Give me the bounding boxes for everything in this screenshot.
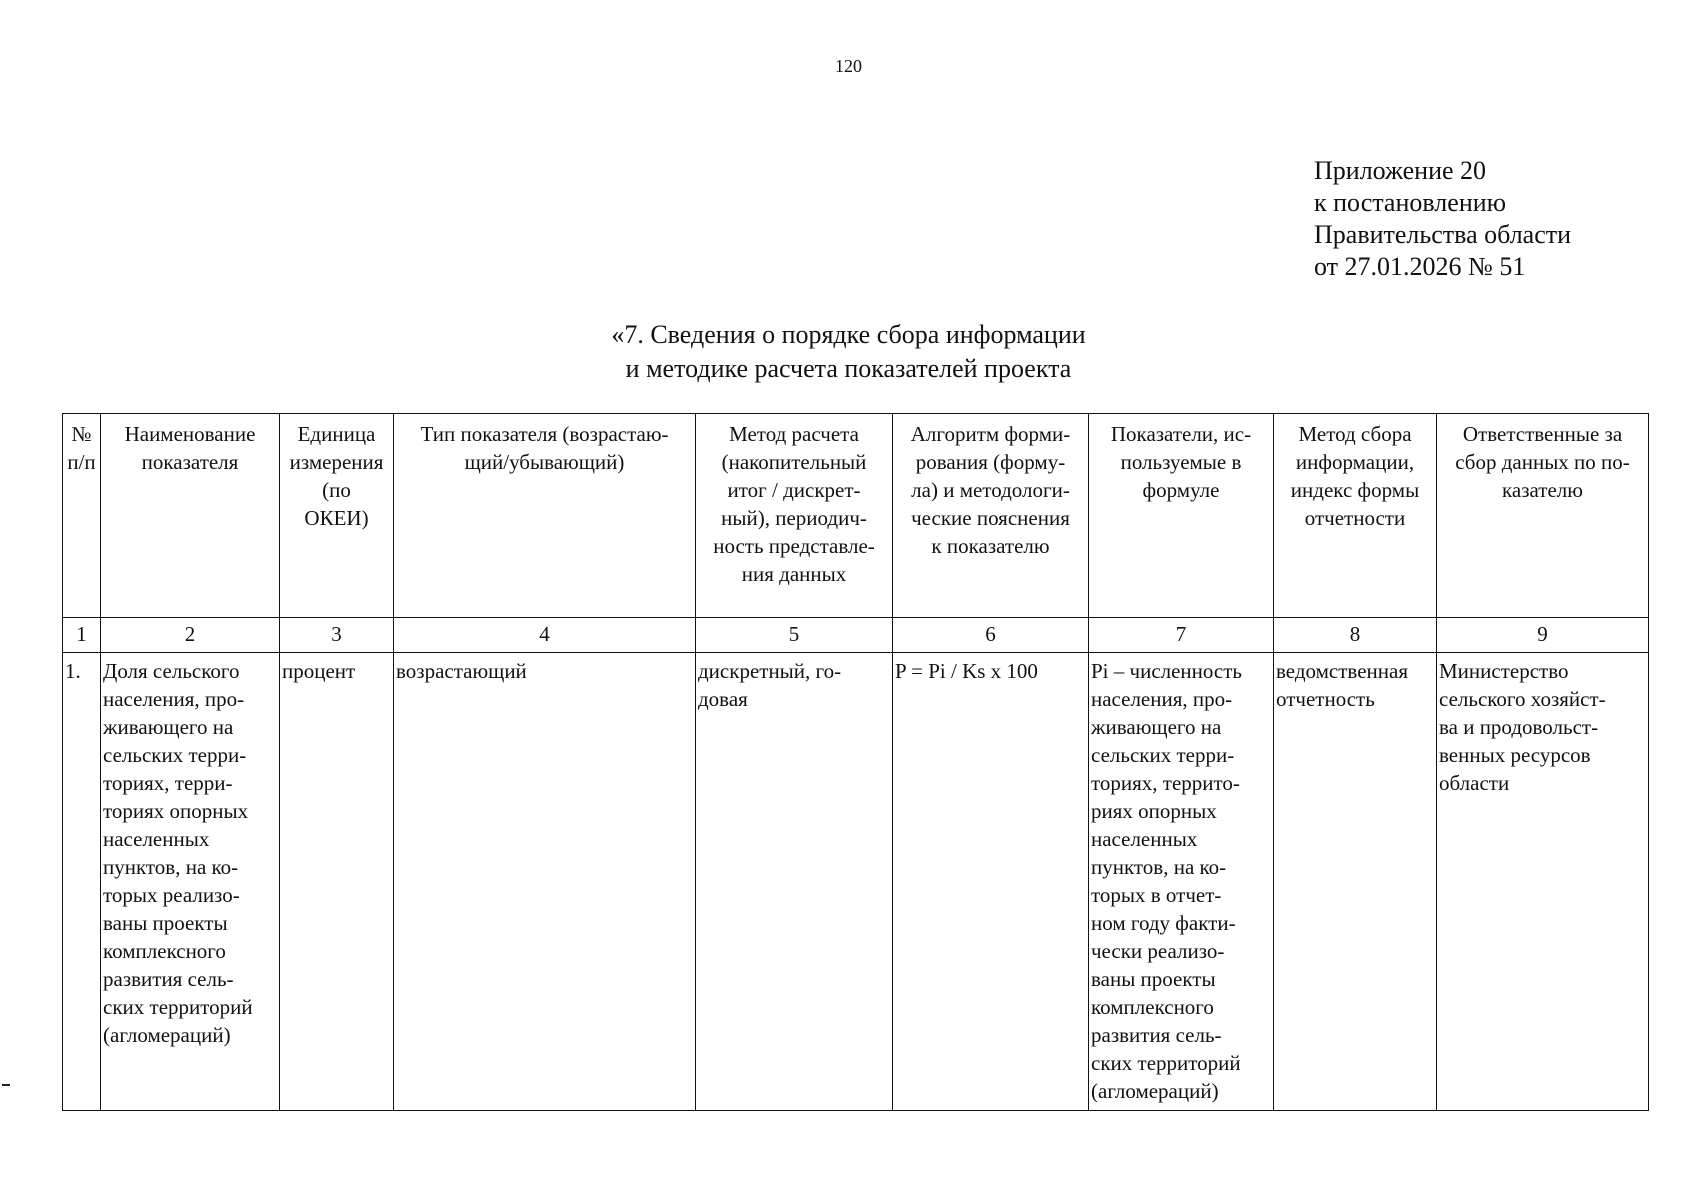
header-responsible: Ответственные за сбор данных по по- казателю	[1437, 414, 1649, 618]
document-title	[0, 318, 1697, 386]
header-algorithm: Алгоритм форми- рования (форму- ла) и методологи- ческие пояснения к показателю	[893, 414, 1089, 618]
column-number: 8	[1274, 618, 1437, 653]
cell-formula-indicators: Pi – численность населения, про- живающего на сельских терри- ториях, террито- риях опорных населенных пунктов, на ко- торых в отчет- ном году факти- чески реализо- ваны проекты комплексного развития сель- ских территорий (агломераций)	[1089, 653, 1274, 1111]
header-calculation-method: Метод расчета (накопительный итог / дискрет- ный), периодич- ность представле- ния данных	[696, 414, 893, 618]
column-number: 2	[101, 618, 280, 653]
cell-number: 1.	[63, 653, 101, 1111]
indicators-table	[62, 413, 1649, 1111]
column-number: 4	[394, 618, 696, 653]
column-number: 6	[893, 618, 1089, 653]
cell-responsible: Министерство сельского хозяйст- ва и продовольст- венных ресурсов области	[1437, 653, 1649, 1111]
appendix-line-1: Приложение 20	[1314, 156, 1487, 185]
title-line-2: и методике расчета показателей проекта	[625, 354, 1072, 383]
header-indicator-type: Тип показателя (возрастаю- щий/убывающий)	[394, 414, 696, 618]
cell-collection-method: ведомственная отчетность	[1274, 653, 1437, 1111]
header-collection-method: Метод сбора информации, индекс формы отчетности	[1274, 414, 1437, 618]
header-formula-indicators: Показатели, ис- пользуемые в формуле	[1089, 414, 1274, 618]
column-number: 7	[1089, 618, 1274, 653]
column-number: 9	[1437, 618, 1649, 653]
page-number: 120	[835, 56, 862, 76]
cell-indicator-type: возрастающий	[394, 653, 696, 1111]
table-header-row	[63, 414, 1649, 618]
cell-formula: P = Pi / Ks x 100	[893, 653, 1089, 1111]
table-row	[63, 653, 1649, 1111]
appendix-block	[1314, 155, 1571, 283]
header-unit: Единица измерения (по ОКЕИ)	[280, 414, 394, 618]
cell-unit: процент	[280, 653, 394, 1111]
column-numbers-row	[63, 618, 1649, 653]
column-number: 1	[63, 618, 101, 653]
appendix-line-3: Правительства области	[1314, 220, 1572, 249]
column-number: 3	[280, 618, 394, 653]
margin-mark	[2, 1084, 10, 1086]
column-number: 5	[696, 618, 893, 653]
header-indicator-name: Наименование показателя	[101, 414, 280, 618]
title-line-1: «7. Сведения о порядке сбора информации	[611, 320, 1086, 349]
appendix-line-2: к постановлению	[1314, 188, 1507, 217]
header-number: № п/п	[63, 414, 101, 618]
cell-calculation-method: дискретный, го- довая	[696, 653, 893, 1111]
cell-indicator-name: Доля сельского населения, про- живающего на сельских терри- ториях, терри- ториях опорных населенных пунктов, на ко- торых реализо- ваны проекты комплексного развития сель- ских территорий (агломераций)	[101, 653, 280, 1111]
appendix-line-4: от 27.01.2026 № 51	[1314, 252, 1526, 281]
